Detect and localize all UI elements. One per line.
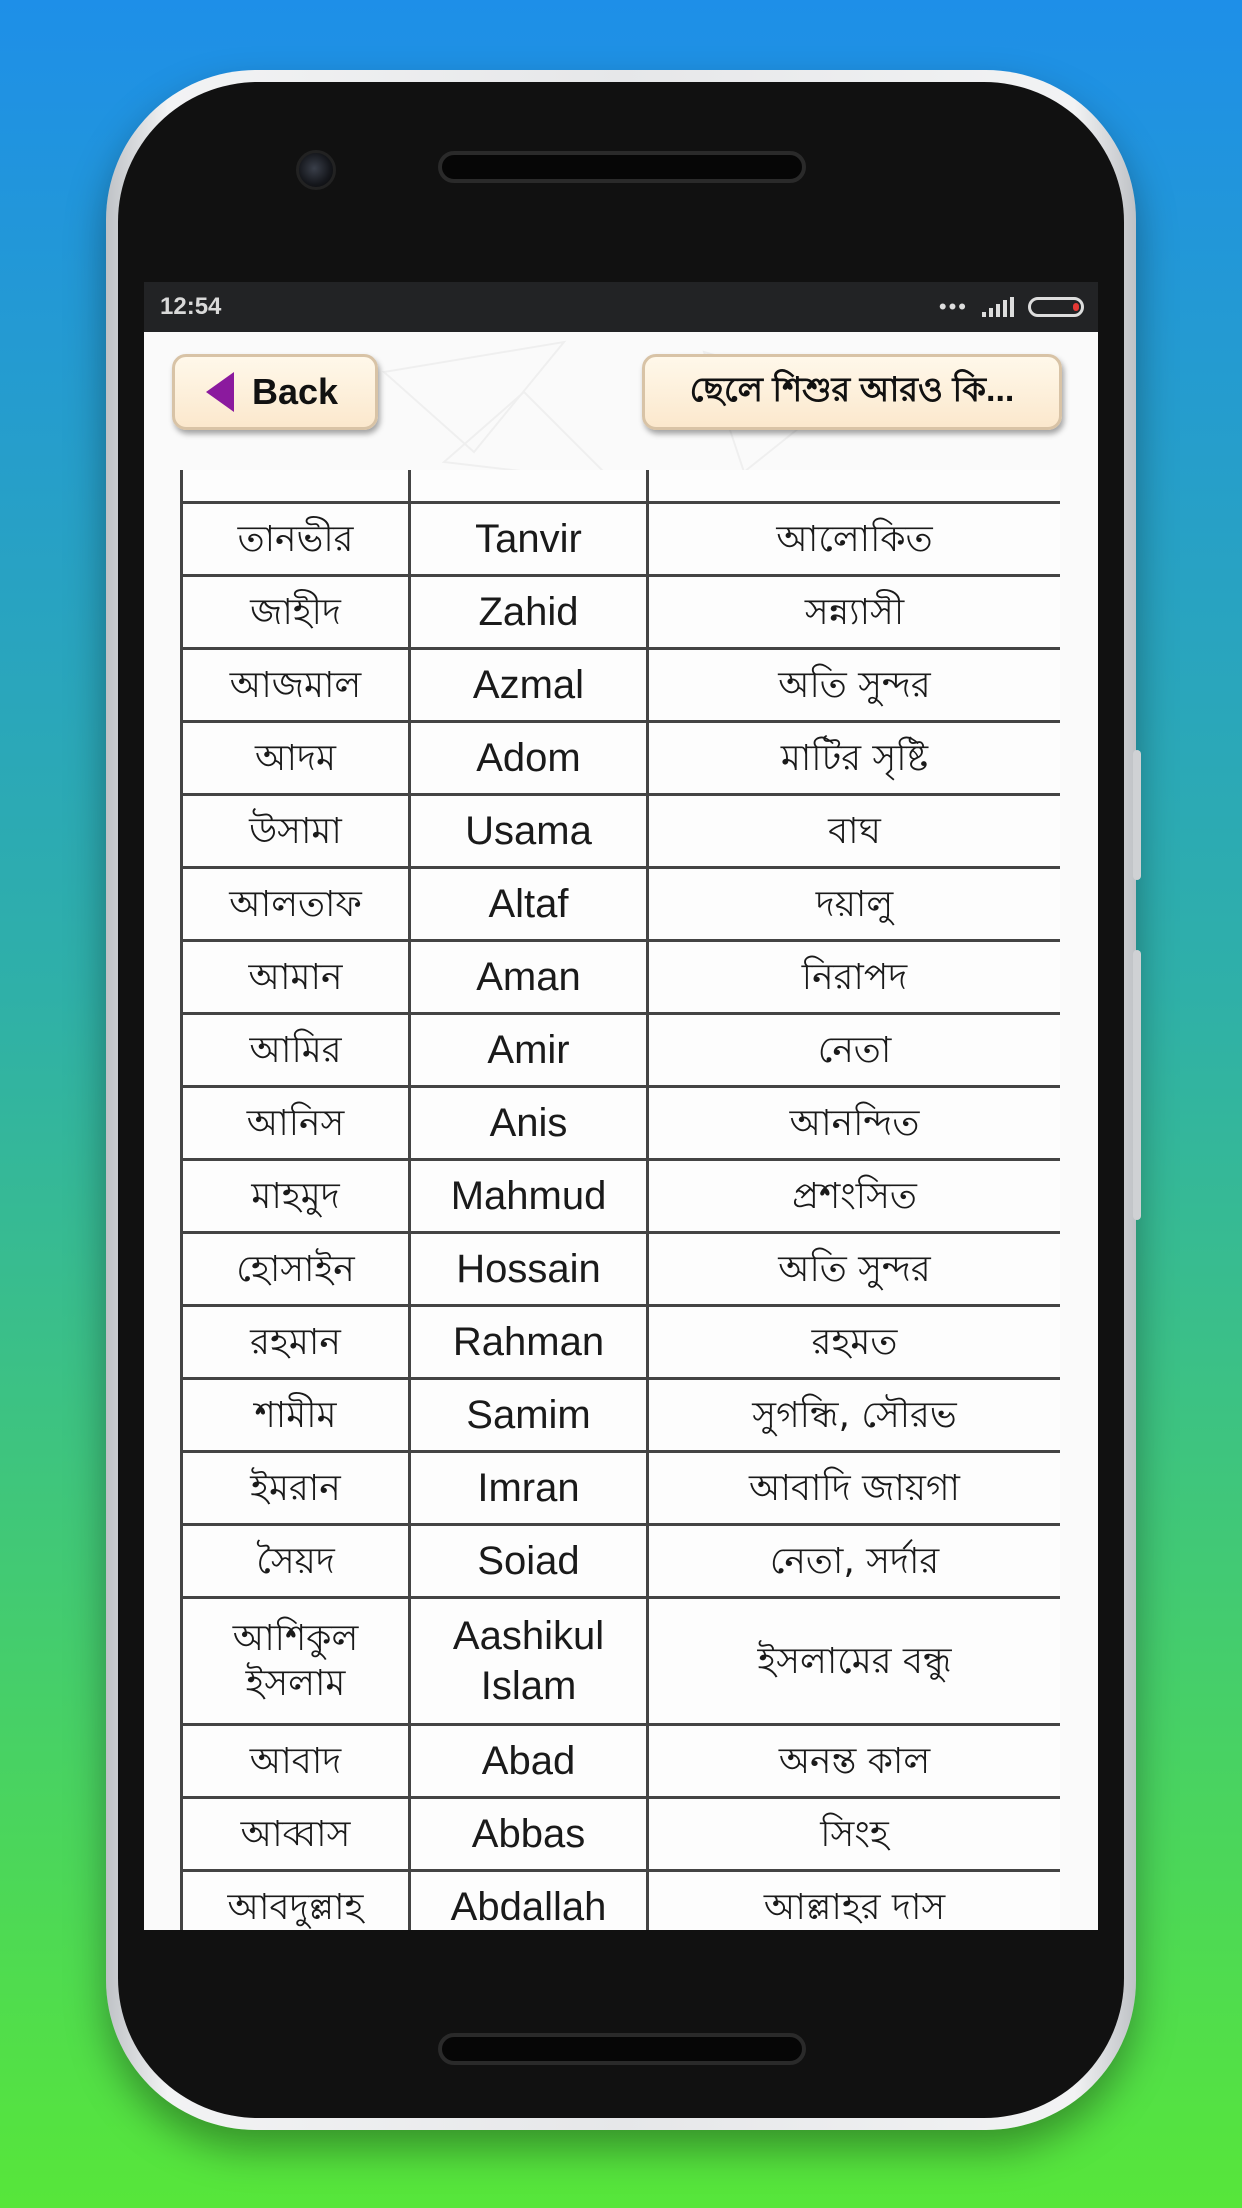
name-english-cell: Zahid	[410, 576, 648, 649]
name-bangla-cell: আজমাল	[182, 649, 410, 722]
names-table	[180, 470, 1060, 1930]
status-bar	[144, 282, 1098, 332]
bottom-speaker	[438, 2033, 806, 2065]
name-meaning-cell: আলোকিত	[648, 503, 1061, 576]
table-row	[182, 941, 1061, 1014]
name-english-cell: Imran	[410, 1452, 648, 1525]
name-bangla-cell: হোসাইন	[182, 1233, 410, 1306]
name-english-cell: Abbas	[410, 1798, 648, 1871]
name-bangla-cell: আবাদ	[182, 1725, 410, 1798]
table-row	[182, 1725, 1061, 1798]
name-english-cell: Aman	[410, 941, 648, 1014]
name-bangla-cell: আমির	[182, 1014, 410, 1087]
name-meaning-cell: ইসলামের বন্ধু	[648, 1598, 1061, 1725]
name-meaning-cell: নেতা, সর্দার	[648, 1525, 1061, 1598]
name-bangla-cell: আমান	[182, 941, 410, 1014]
name-bangla-cell: মাহমুদ	[182, 1160, 410, 1233]
name-english-cell: Anis	[410, 1087, 648, 1160]
table-row	[182, 470, 1061, 503]
name-bangla-cell: আলতাফ	[182, 868, 410, 941]
table-row	[182, 576, 1061, 649]
table-row	[182, 1598, 1061, 1725]
table-row	[182, 503, 1061, 576]
name-english-cell: Mahmud	[410, 1160, 648, 1233]
name-english-cell: Rahman	[410, 1306, 648, 1379]
screen	[144, 282, 1098, 1930]
name-english-cell: Hossain	[410, 1233, 648, 1306]
name-bangla-cell: সৈয়দ	[182, 1525, 410, 1598]
name-meaning-cell: অতি সুন্দর	[648, 1233, 1061, 1306]
name-english-cell: Abad	[410, 1725, 648, 1798]
name-meaning-cell: প্রশংসিত	[648, 1160, 1061, 1233]
table-row	[182, 1306, 1061, 1379]
name-english-cell	[410, 470, 648, 503]
name-english-cell: Altaf	[410, 868, 648, 941]
name-english-cell: Abdallah	[410, 1871, 648, 1931]
name-english-cell: Amir	[410, 1014, 648, 1087]
name-english-cell: Tanvir	[410, 503, 648, 576]
name-meaning-cell: সিংহ	[648, 1798, 1061, 1871]
table-row	[182, 1871, 1061, 1931]
table-row	[182, 795, 1061, 868]
name-english-cell: Adom	[410, 722, 648, 795]
table-row	[182, 1525, 1061, 1598]
back-button-label: Back	[251, 371, 339, 412]
table-row	[182, 868, 1061, 941]
name-meaning-cell: আবাদি জায়গা	[648, 1452, 1061, 1525]
back-arrow-icon	[206, 372, 234, 412]
volume-button	[1133, 950, 1141, 1220]
name-bangla-cell: উসামা	[182, 795, 410, 868]
name-meaning-cell: আনন্দিত	[648, 1087, 1061, 1160]
name-english-cell: Azmal	[410, 649, 648, 722]
name-meaning-cell: দয়ালু	[648, 868, 1061, 941]
name-meaning-cell: অনন্ত কাল	[648, 1725, 1061, 1798]
name-bangla-cell: আনিস	[182, 1087, 410, 1160]
name-english-cell: Soiad	[410, 1525, 648, 1598]
table-row	[182, 722, 1061, 795]
name-meaning-cell: আল্লাহর দাস	[648, 1871, 1061, 1931]
table-row	[182, 1087, 1061, 1160]
status-time: 12:54	[160, 293, 222, 320]
earpiece-speaker	[438, 151, 806, 183]
app-content	[144, 332, 1098, 1930]
table-row	[182, 1798, 1061, 1871]
name-meaning-cell: মাটির সৃষ্টি	[648, 722, 1061, 795]
name-bangla-cell: আব্বাস	[182, 1798, 410, 1871]
name-meaning-cell: নিরাপদ	[648, 941, 1061, 1014]
table-row	[182, 1160, 1061, 1233]
battery-icon	[1028, 297, 1084, 317]
back-button[interactable]	[172, 354, 378, 430]
status-icons	[939, 294, 1084, 320]
name-meaning-cell: নেতা	[648, 1014, 1061, 1087]
name-meaning-cell: বাঘ	[648, 795, 1061, 868]
name-english-cell: Aashikul Islam	[410, 1598, 648, 1725]
table-row	[182, 1014, 1061, 1087]
signal-icon	[982, 297, 1014, 317]
name-english-cell: Samim	[410, 1379, 648, 1452]
name-bangla-cell: আদম	[182, 722, 410, 795]
name-meaning-cell: অতি সুন্দর	[648, 649, 1061, 722]
name-bangla-cell: শামীম	[182, 1379, 410, 1452]
more-names-label: ছেলে শিশুর আরও কি...	[689, 370, 1015, 409]
name-bangla-cell: তানভীর	[182, 503, 410, 576]
names-table-scroll[interactable]	[180, 470, 1060, 1930]
name-meaning-cell: সুগন্ধি, সৌরভ	[648, 1379, 1061, 1452]
name-bangla-cell: আবদুল্লাহ	[182, 1871, 410, 1931]
name-meaning-cell: সন্ন্যাসী	[648, 576, 1061, 649]
more-names-button[interactable]	[642, 354, 1062, 430]
power-button	[1133, 750, 1141, 880]
more-dots-icon: •••	[938, 294, 968, 319]
name-meaning-cell: রহমত	[648, 1306, 1061, 1379]
name-meaning-cell	[648, 470, 1061, 503]
name-bangla-cell: ইমরান	[182, 1452, 410, 1525]
front-camera	[296, 150, 336, 190]
table-row	[182, 1379, 1061, 1452]
table-row	[182, 1233, 1061, 1306]
table-row	[182, 649, 1061, 722]
name-english-cell: Usama	[410, 795, 648, 868]
table-row	[182, 1452, 1061, 1525]
name-bangla-cell: রহমান	[182, 1306, 410, 1379]
name-bangla-cell	[182, 470, 410, 503]
name-bangla-cell: জাহীদ	[182, 576, 410, 649]
name-bangla-cell: আশিকুল ইসলাম	[182, 1598, 410, 1725]
